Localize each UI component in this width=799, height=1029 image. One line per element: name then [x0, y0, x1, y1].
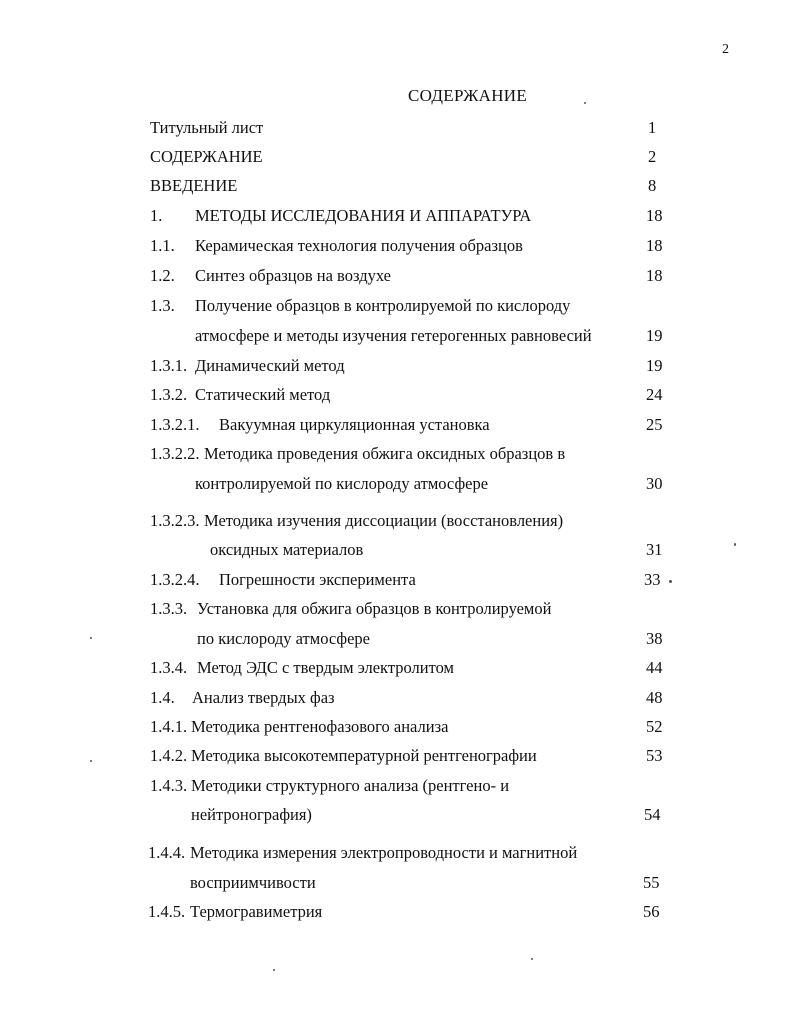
toc-entry-number: 1.4.2.	[150, 746, 188, 765]
toc-entry-number: 1.3.2.3.	[150, 511, 200, 530]
toc-entry-number: 1.	[150, 206, 163, 225]
toc-entry-page: 53	[646, 746, 663, 765]
toc-entry-number: 1.3.2.	[150, 385, 188, 404]
toc-entry-number: 1.1.	[150, 236, 175, 255]
toc-entry-page: 48	[646, 688, 663, 707]
scan-speck	[273, 969, 275, 971]
toc-entry-page: 56	[643, 902, 660, 921]
toc-entry-number: 1.3.1.	[150, 356, 188, 375]
toc-entry-title: Синтез образцов на воздухе	[195, 266, 392, 285]
toc-entry-page: 19	[646, 326, 663, 345]
toc-entry-title-continued: нейтронография)	[191, 805, 312, 824]
toc-entry-title: Вакуумная циркуляционная установка	[219, 415, 490, 434]
toc-entry-page: 38	[646, 629, 663, 648]
toc-entry-page: 33	[644, 570, 661, 589]
toc-entry-page: 55	[643, 873, 660, 892]
toc-entry-number: 1.4.1.	[150, 717, 188, 736]
toc-entry-title: МЕТОДЫ ИССЛЕДОВАНИЯ И АППАРАТУРА	[195, 206, 532, 225]
toc-entry-title-continued: атмосфере и методы изучения гетерогенных равновесий	[195, 326, 592, 345]
page-title: СОДЕРЖАНИЕ	[408, 86, 528, 105]
toc-entry-number: 1.3.2.2.	[150, 444, 200, 463]
toc-entry-number: 1.3.2.1.	[150, 415, 200, 434]
toc-entry-page: 2	[648, 147, 657, 166]
toc-entry-page: 44	[646, 658, 663, 677]
toc-entry-title: Титульный лист	[150, 118, 264, 137]
toc-entry-page: 18	[646, 206, 663, 225]
toc-entry-title: Методика изучения диссоциации (восстановления)	[204, 511, 564, 530]
toc-entry-page: 18	[646, 236, 663, 255]
toc-entry-title: Динамический метод	[195, 356, 345, 375]
toc-entry-number: 1.4.4.	[148, 843, 186, 862]
toc-entry-page: 31	[646, 540, 663, 559]
toc-entry-title: СОДЕРЖАНИЕ	[150, 147, 263, 166]
toc-entry-title: Методика рентгенофазового анализа	[191, 717, 449, 736]
toc-entry-number: 1.3.4.	[150, 658, 188, 677]
toc-entry-title: ВВЕДЕНИЕ	[150, 176, 238, 195]
toc-entry-title-continued: восприимчивости	[190, 873, 316, 892]
toc-entry-page: 52	[646, 717, 663, 736]
toc-entry-title: Погрешности эксперимента	[219, 570, 416, 589]
toc-entry-title: Керамическая технология получения образцов	[195, 236, 523, 255]
toc-entry-page: 19	[646, 356, 663, 375]
toc-entry-number: 1.4.3.	[150, 776, 188, 795]
toc-entry-page: 25	[646, 415, 663, 434]
toc-entry-page: 24	[646, 385, 663, 404]
toc-entry-title-continued: оксидных материалов	[210, 540, 364, 559]
page-number: 2	[722, 42, 729, 57]
scan-speck	[90, 637, 92, 639]
toc-entry-number: 1.3.2.4.	[150, 570, 200, 589]
toc-entry-number: 1.3.3.	[150, 599, 188, 618]
toc-entry-title: Методики структурного анализа (рентгено- и	[191, 776, 510, 795]
toc-entry-page: 18	[646, 266, 663, 285]
scan-speck	[734, 543, 736, 546]
toc-entry-page: 54	[644, 805, 661, 824]
toc-entry-title: Метод ЭДС с твердым электролитом	[197, 658, 454, 677]
scan-speck	[531, 958, 533, 960]
toc-entry-title: Термогравиметрия	[190, 902, 323, 921]
toc-entry-title: Получение образцов в контролируемой по кислороду	[195, 296, 571, 315]
toc-entry-title-continued: контролируемой по кислороду атмосфере	[195, 474, 489, 493]
toc-entry-page: 8	[648, 176, 657, 195]
scan-speck	[584, 102, 586, 104]
toc-entry-page: 30	[646, 474, 663, 493]
toc-entry-title: Установка для обжига образцов в контролируемой	[197, 599, 552, 618]
toc-entry-title: Методика проведения обжига оксидных образцов в	[204, 444, 566, 463]
toc-entry-title: Методика измерения электропроводности и магнитной	[190, 843, 578, 862]
toc-entry-title: Анализ твердых фаз	[192, 688, 335, 707]
toc-entry-title: Методика высокотемпературной рентгенографии	[191, 746, 537, 765]
toc-entry-number: 1.3.	[150, 296, 175, 315]
toc-entry-number: 1.2.	[150, 266, 175, 285]
scan-speck	[669, 580, 672, 583]
scan-speck	[90, 760, 92, 762]
toc-entry-page: 1	[648, 118, 657, 137]
toc-entry-number: 1.4.5.	[148, 902, 186, 921]
toc-entry-title: Статический метод	[195, 385, 331, 404]
toc-entry-number: 1.4.	[150, 688, 175, 707]
toc-entry-title-continued: по кислороду атмосфере	[197, 629, 370, 648]
